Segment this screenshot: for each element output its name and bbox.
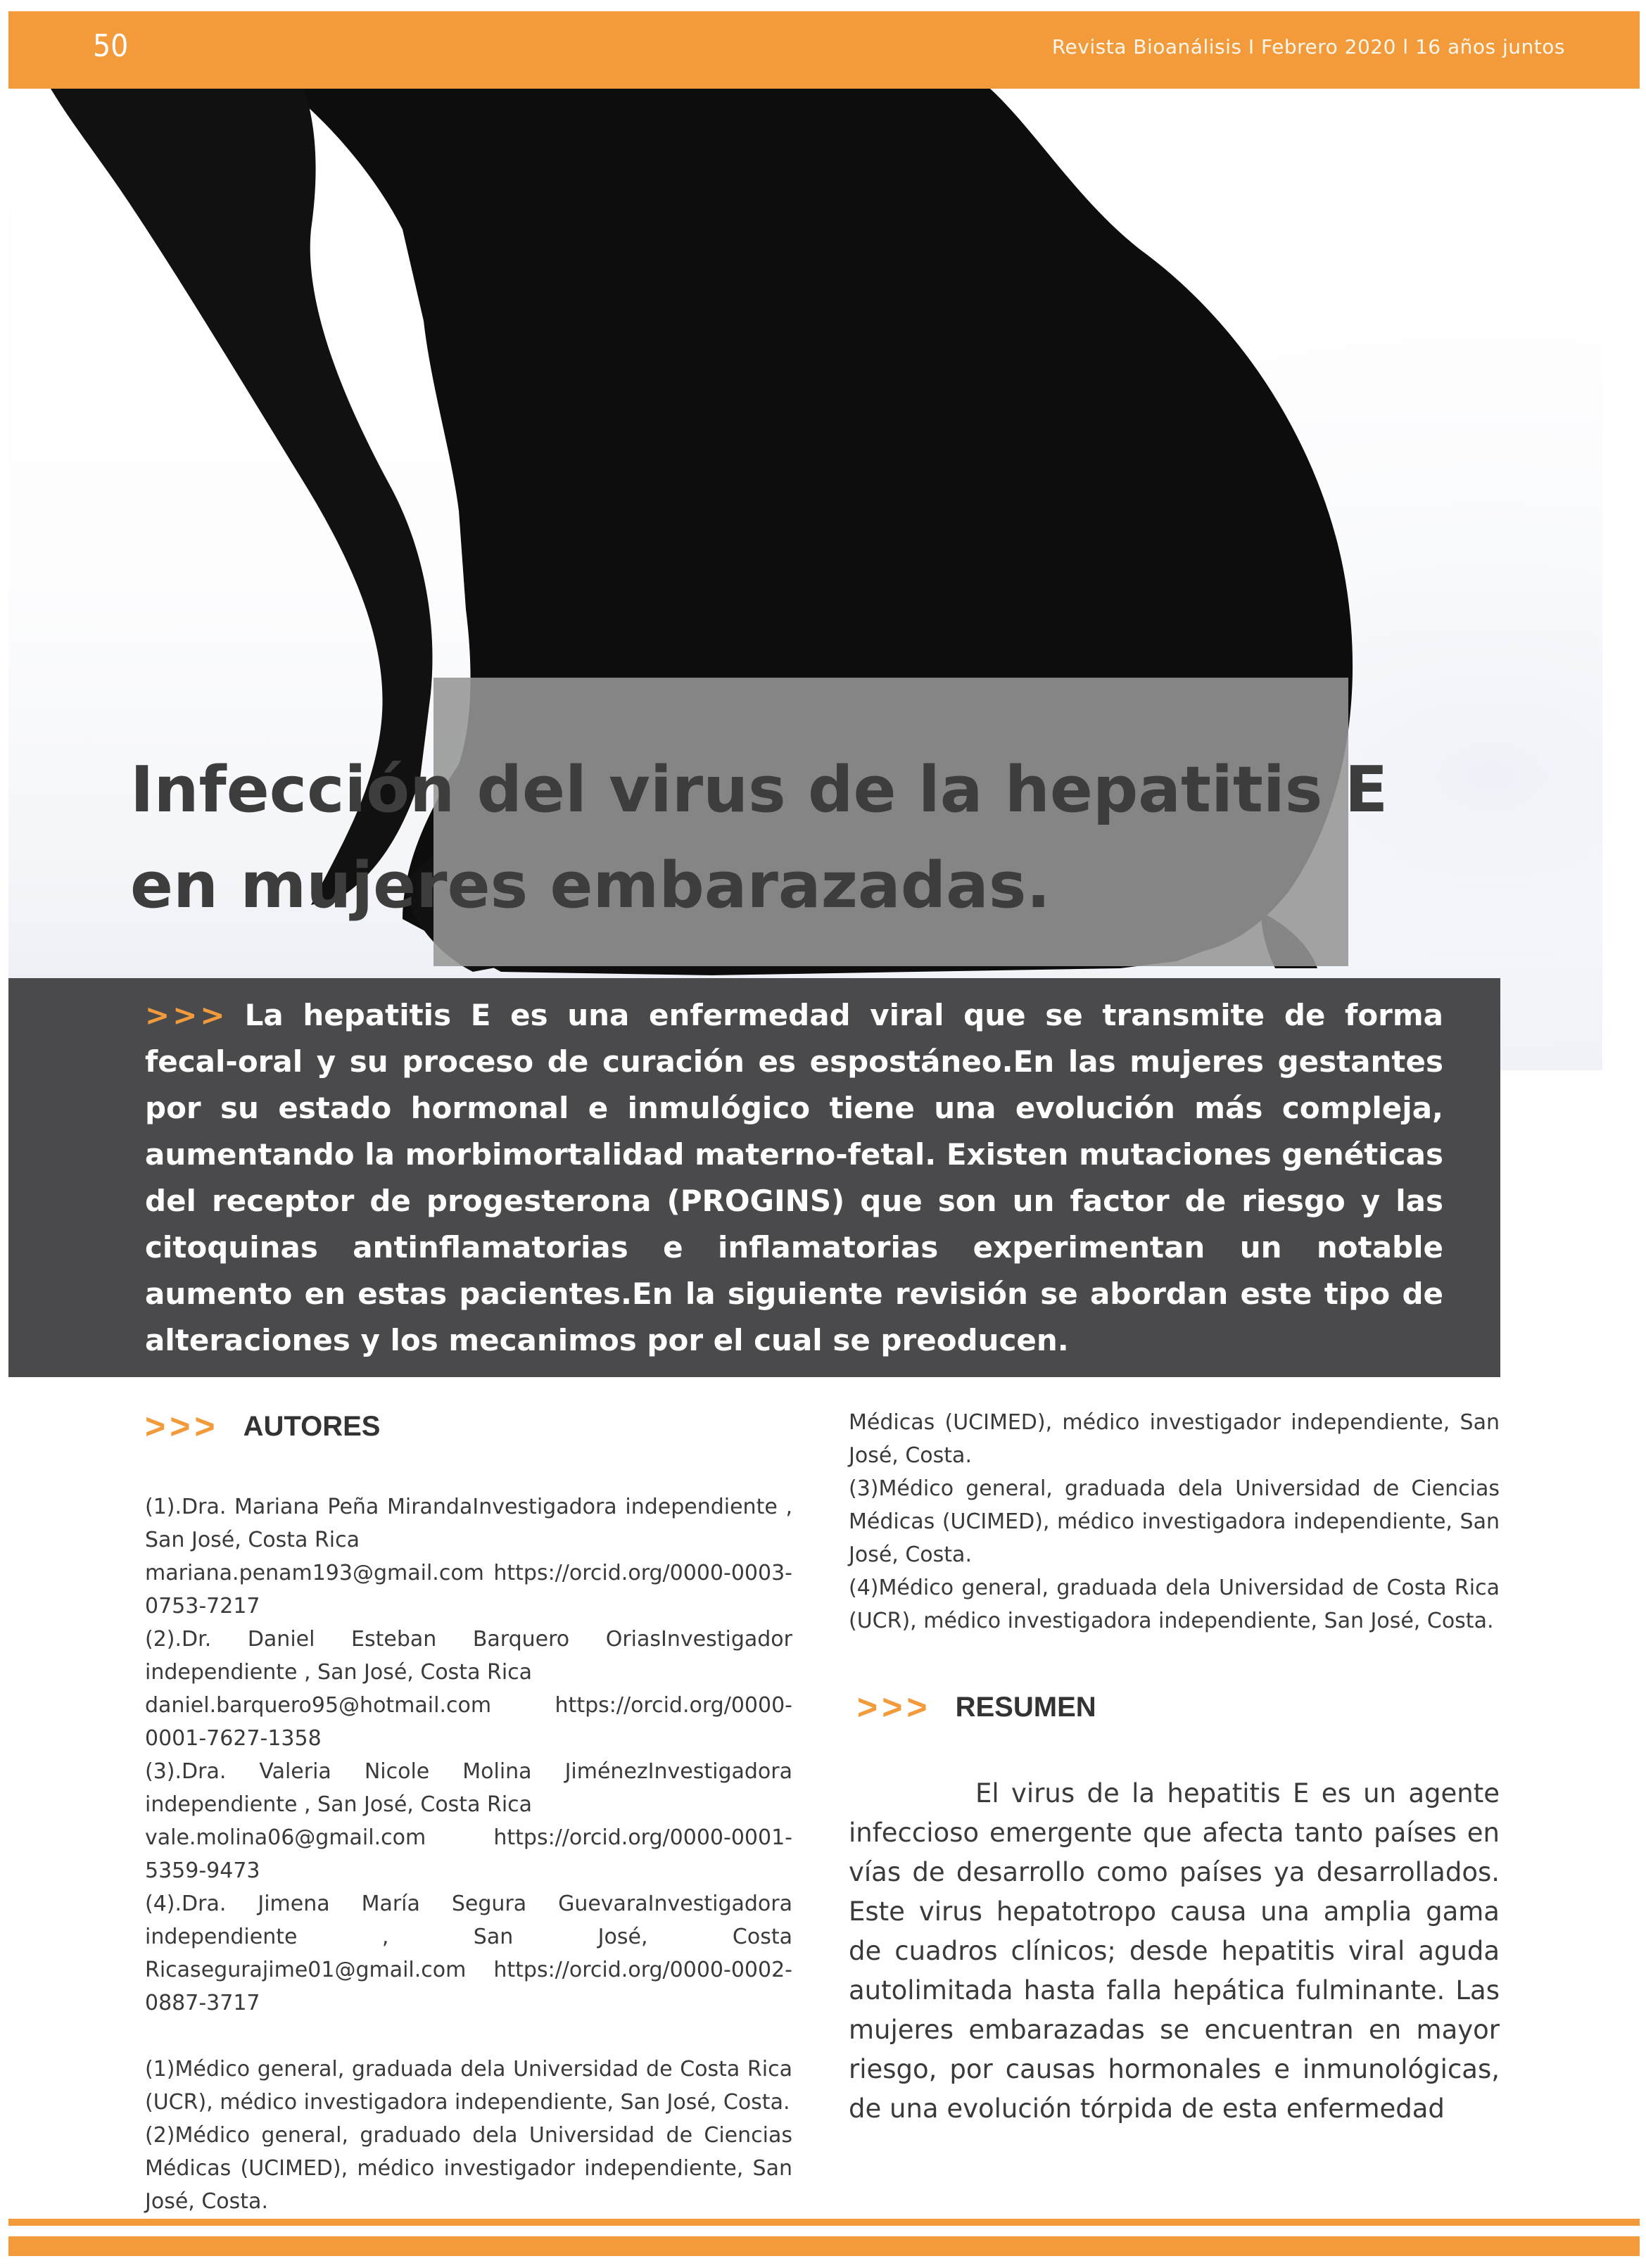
publication-title: Revista Bioanálisis I Febrero 2020 l 16 años juntos (1051, 35, 1565, 58)
abstract-body: La hepatitis E es una enfermedad viral que se transmite de forma fecal-oral y su proceso de curación es espostáneo.En las mujeres gestantes por su estado hormonal e inmulógico tiene una evolución más compleja, aumentando la morbimortalidad materno-fetal. Existen mutaciones genéticas del receptor de progesterona (PROGINS) que son un factor de riesgo y las citoquinas antinflamatorias e inflamatorias experimentan un notable aumento en estas pacientes.En la siguiente revisión se abordan este tipo de alteraciones y los mecanimos por el cual se preoducen. (145, 998, 1443, 1357)
resumen-text: El virus de la hepatitis E es un agente infeccioso emergente que afecta tanto países en vías de desarrollo como países ya desarrollados. Este virus hepatotropo causa una amplia gama de cuadros clínicos; desde hepatitis viral aguda autolimitada hasta falla hepática fulminante. Las mujeres embarazadas se encuentran en mayor riesgo, por causas hormonales e inmunológicas, de una evolución tórpida de esta enfermedad (849, 1778, 1500, 2124)
affiliation-3: (3)Médico general, graduada dela Universidad de Ciencias Médicas (UCIMED), médico investigadora independiente, San José, Costa. (849, 1476, 1500, 1567)
footer-rule-thick (8, 2236, 1640, 2256)
authors-heading-label: AUTORES (243, 1410, 381, 1442)
title-line-1: Infección del virus de la hepatitis E (130, 753, 1388, 827)
footer-rule-thin (8, 2219, 1640, 2226)
authors-arrows-icon: >>> (145, 1407, 220, 1446)
title-line-2: en mujeres embarazadas. (130, 849, 1051, 923)
resumen-heading (849, 1687, 1500, 1728)
resumen-arrows-icon: >>> (857, 1687, 932, 1727)
authors-heading (145, 1406, 792, 1447)
author-entry-1: (1).Dra. Mariana Peña MirandaInvestigadora independiente , San José, Costa Rica mariana.penam193@gmail.com https://orcid.org/0000-0003-0753-7217 (145, 1495, 792, 1618)
affiliation-1: (1)Médico general, graduada dela Universidad de Costa Rica (UCR), médico investigadora independiente, San José, Costa. (145, 2057, 792, 2115)
right-column (849, 1406, 1500, 2129)
author-list (145, 1490, 792, 2214)
page-number: 50 (93, 28, 129, 64)
affiliation-2-continued: Médicas (UCIMED), médico investigador independiente, San José, Costa. (849, 1410, 1500, 1468)
author-entry-3: (3).Dra. Valeria Nicole Molina JiménezInvestigadora independiente , San José, Costa Rica vale.molina06@gmail.com https://orcid.org/0000-0001-5359-9473 (145, 1759, 792, 1883)
article-title (130, 742, 1467, 934)
resumen-heading-label: RESUMEN (955, 1691, 1096, 1723)
abstract-text (145, 992, 1443, 1364)
authors-column (145, 1406, 792, 2214)
author-entry-4: (4).Dra. Jimena María Segura GuevaraInvestigadora independiente , San José, Costa Ricasegurajime01@gmail.com https://orcid.org/0000-0002-0887-3717 (145, 1892, 792, 2015)
abstract-arrows-icon: >>> (145, 998, 228, 1032)
author-entry-2: (2).Dr. Daniel Esteban Barquero OriasInvestigador independiente , San José, Costa Rica daniel.barquero95@hotmail.com https://orcid.org/0000-0001-7627-1358 (145, 1627, 792, 1751)
affiliation-list-continued (849, 1406, 1500, 1637)
affiliation-4: (4)Médico general, graduada dela Universidad de Costa Rica (UCR), médico investigadora independiente, San José, Costa. (849, 1576, 1500, 1633)
affiliation-2: (2)Médico general, graduado dela Universidad de Ciencias Médicas (UCIMED), médico investigador independiente, San José, Costa. (145, 2123, 792, 2214)
